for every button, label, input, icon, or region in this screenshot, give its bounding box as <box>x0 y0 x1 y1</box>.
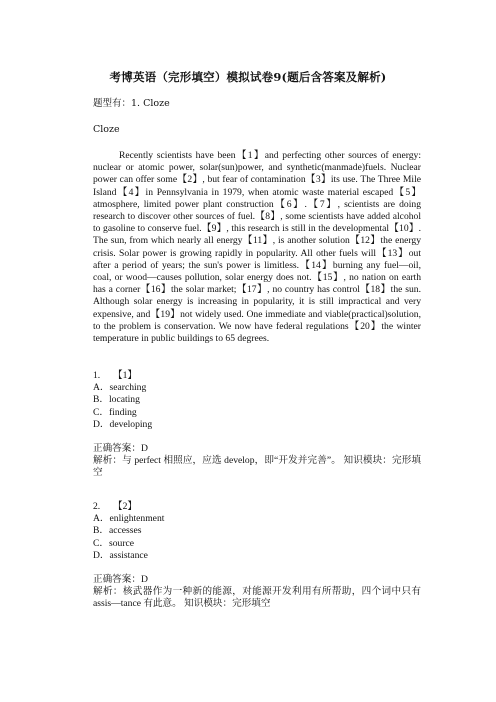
option-a[interactable]: A．searching <box>93 382 147 394</box>
question-1-blank: 【1】 <box>113 370 137 381</box>
option-b[interactable]: B．locating <box>93 394 140 406</box>
option-b[interactable]: B．accesses <box>93 525 142 537</box>
question-2-answer: 正确答案：D <box>93 574 148 586</box>
cloze-passage: Recently scientists have been【1】and perfecting other sources of energy: nuclear or atomic power, solar(sun)power, and synthetic(manmade)fuels. Nuclear power can offer some【2】, but fear of contamination【3】its use. The Three Mile Island【4】in Pennsylvania in 1979, when atomic waste material escaped【5】atmosphere, limited power plant construction【6】.【7】, scientists are doing research to discover other sources of fuel.【8】, some scientists have added alcohol to gasoline to conserve fuel.【9】, this research is still in the developmental【10】. The sun, from which nearly all energy【11】, is another solution【12】the energy crisis. Solar power is growing rapidly in popularity. All other fuels will【13】out after a period of years; the sun's power is limitless.【14】burning any fuel—oil, coal, or wood—causes pollution, solar energy does not.【15】, no nation on earth has a corner【16】the solar market;【17】, no country has control【18】the sun. Although solar energy is increasing in popularity, it is still impractical and very expensive, and【19】not widely used. One immediate and viable(practical)solution, to the problem is conservation. We now have federal regulations【20】the winter temperature in public buildings to 65 degrees. <box>93 150 421 345</box>
document-title: 考博英语（完形填空）模拟试卷9(题后含答案及解析) <box>109 70 387 84</box>
option-c[interactable]: C．finding <box>93 406 137 418</box>
question-2-blank: 【2】 <box>113 501 137 512</box>
question-1-answer: 正确答案：D <box>93 443 148 455</box>
question-2-number: 2. <box>93 501 101 512</box>
option-d[interactable]: D．developing <box>93 418 153 430</box>
question-2 <box>93 501 421 611</box>
option-d[interactable]: D．assistance <box>93 549 148 561</box>
question-1-title <box>93 370 421 382</box>
question-1 <box>93 370 421 480</box>
section-label: Cloze <box>93 124 120 135</box>
question-1-number: 1. <box>93 370 101 381</box>
question-2-title <box>93 501 421 513</box>
question-2-analysis: 解析：核武器作为一种新的能源，对能源开发利用有所帮助，四个词中只有 assis—tance 有此意。 知识模块：完形填空 <box>93 586 421 610</box>
question-type: 题型有：1. Cloze <box>93 98 170 109</box>
question-1-analysis: 解析：与 perfect 相照应，应选 develop，即“开发并完善”。 知识模块：完形填空 <box>93 455 421 479</box>
option-c[interactable]: C．source <box>93 537 135 549</box>
option-a[interactable]: A．enlightenment <box>93 513 165 525</box>
question-2-options <box>93 513 421 562</box>
question-1-options <box>93 382 421 431</box>
